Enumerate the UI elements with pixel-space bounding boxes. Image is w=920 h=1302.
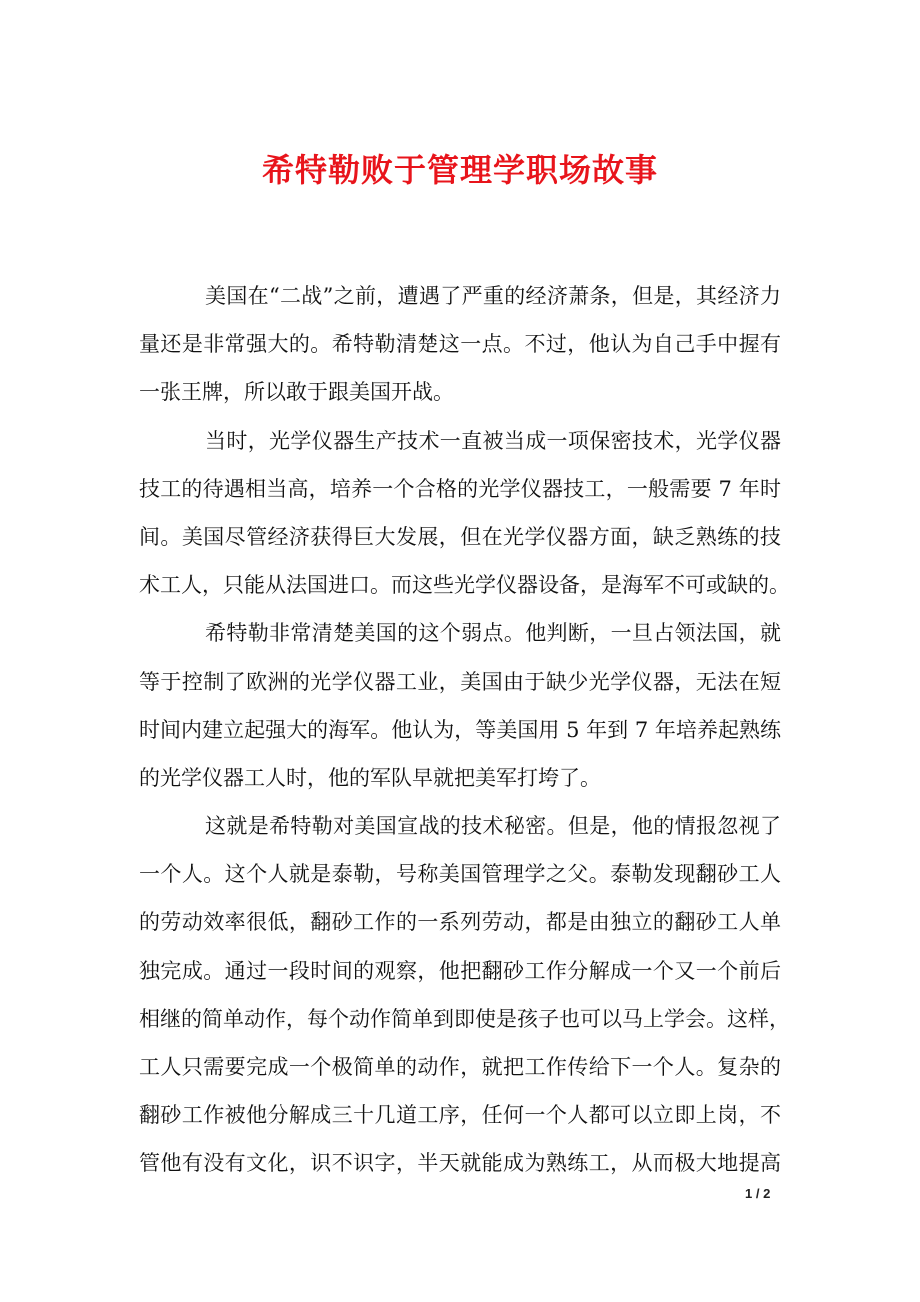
paragraph-line: 等于控制了欧洲的光学仪器工业，美国由于缺少光学仪器，无法在短 xyxy=(139,669,781,694)
paragraph-line: 相继的简单动作，每个动作简单到即使是孩子也可以马上学会。这样， xyxy=(139,1006,790,1031)
paragraph-line: 一个人。这个人就是泰勒，号称美国管理学之父。泰勒发现翻砂工人 xyxy=(139,862,781,887)
paragraph-line: 美国在“二战”之前，遭遇了严重的经济萧条，但是，其经济力 xyxy=(205,284,781,308)
document-body xyxy=(139,272,790,1188)
paragraph-line: 的劳动效率很低，翻砂工作的一系列劳动，都是由独立的翻砂工人单 xyxy=(139,910,781,935)
paragraph-line: 当时，光学仪器生产技术一直被当成一项保密技术，光学仪器 xyxy=(205,428,781,453)
paragraph-line: 间。美国尽管经济获得巨大发展，但在光学仪器方面，缺乏熟练的技 xyxy=(139,524,781,549)
document-title: 希特勒败于管理学职场故事 xyxy=(261,151,658,189)
paragraph-line: 的光学仪器工人时，他的军队早就把美军打垮了。 xyxy=(139,765,601,790)
paragraph-line: 管他有没有文化，识不识字，半天就能成为熟练工，从而极大地提高 xyxy=(139,1151,781,1176)
paragraph-line: 术工人，只能从法国进口。而这些光学仪器设备，是海军不可或缺的。 xyxy=(139,573,790,598)
paragraph-line: 独完成。通过一段时间的观察，他把翻砂工作分解成一个又一个前后 xyxy=(139,958,781,983)
paragraph-line: 翻砂工作被他分解成三十几道工序，任何一个人都可以立即上岗，不 xyxy=(139,1103,781,1128)
paragraph-line: 一张王牌，所以敢于跟美国开战。 xyxy=(139,380,454,405)
paragraph-line: 时间内建立起强大的海军。他认为，等美国用 5 年到 7 年培养起熟练 xyxy=(139,717,781,742)
paragraph-line: 量还是非常强大的。希特勒清楚这一点。不过，他认为自己手中握有 xyxy=(139,332,781,357)
page-number: 1 / 2 xyxy=(745,1186,771,1201)
paragraph-line: 这就是希特勒对美国宣战的技术秘密。但是，他的情报忽视了 xyxy=(205,814,781,839)
paragraph-line: 工人只需要完成一个极简单的动作，就把工作传给下一个人。复杂的 xyxy=(139,1055,781,1079)
paragraph-line: 技工的待遇相当高，培养一个合格的光学仪器技工，一般需要 7 年时 xyxy=(139,476,781,501)
paragraph-line: 希特勒非常清楚美国的这个弱点。他判断，一旦占领法国，就 xyxy=(205,621,781,646)
